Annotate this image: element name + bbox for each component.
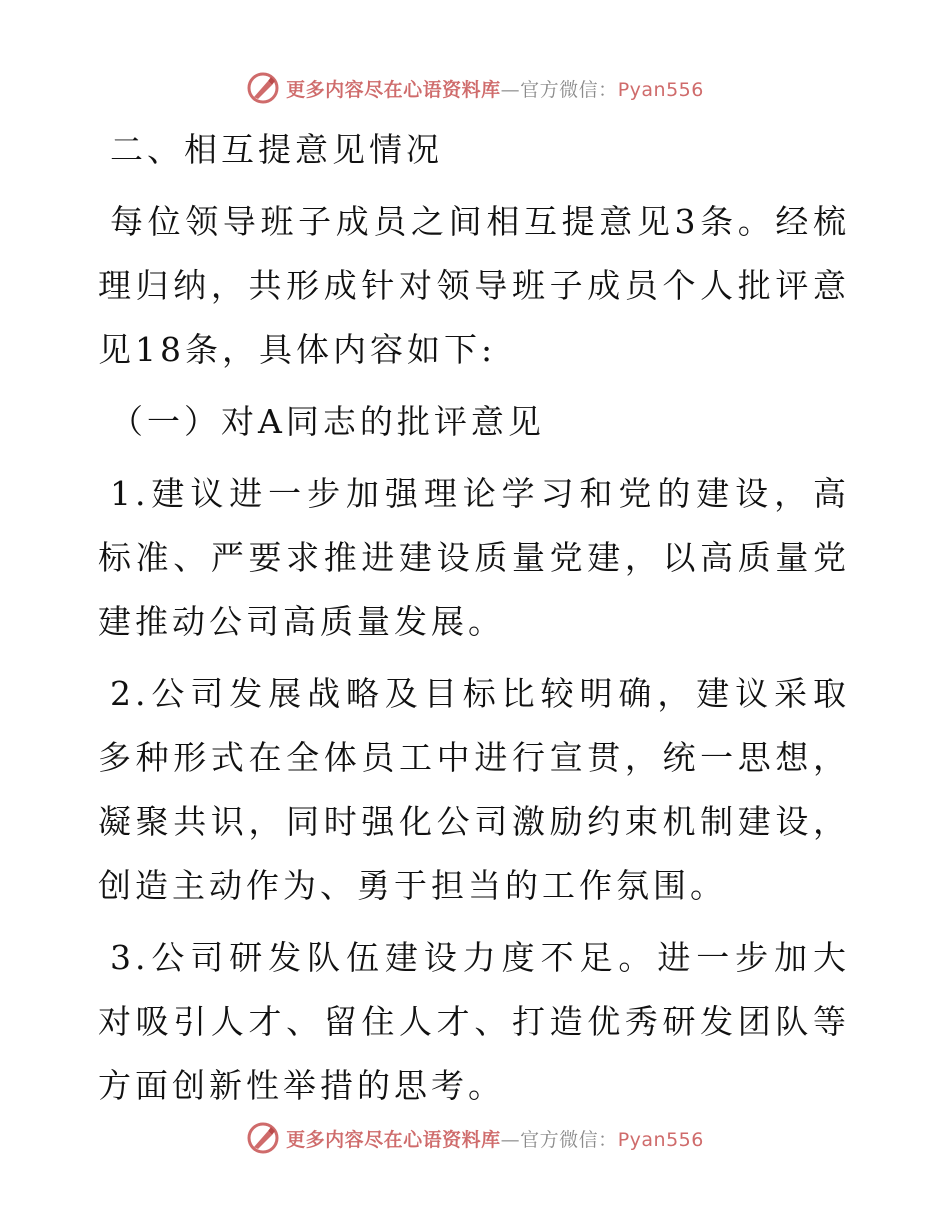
list-item: 3.公司研发队伍建设力度不足。进一步加大对吸引人才、留住人才、打造优秀研发团队等方面创新性举措的思考。 (98, 938, 850, 1105)
banner-text: 更多内容尽在心语资料库—官方微信：Pyan556 (286, 1128, 704, 1151)
pen-logo-icon (246, 71, 280, 105)
subsection-title: （一）对A同志的批评意见 (110, 402, 545, 441)
list-item: 2.公司发展战略及目标比较明确，建议采取多种形式在全体员工中进行宣贯，统一思想，凝聚共识，同时强化公司激励约束机制建设，创造主动作为、勇于担当的工作氛围。 (98, 674, 850, 905)
list-item: 1.建议进一步加强理论学习和党的建设，高标准、严要求推进建设质量党建，以高质量党建推动公司高质量发展。 (98, 474, 850, 641)
section-title: 二、相互提意见情况 (110, 130, 443, 169)
footer-banner (0, 1118, 950, 1158)
header-banner (0, 68, 950, 108)
document-body (98, 118, 850, 1126)
banner-text: 更多内容尽在心语资料库—官方微信：Pyan556 (286, 78, 704, 101)
intro-paragraph: 每位领导班子成员之间相互提意见3条。经梳理归纳，共形成针对领导班子成员个人批评意见18条，具体内容如下: (98, 202, 850, 369)
pen-logo-icon (246, 1121, 280, 1155)
